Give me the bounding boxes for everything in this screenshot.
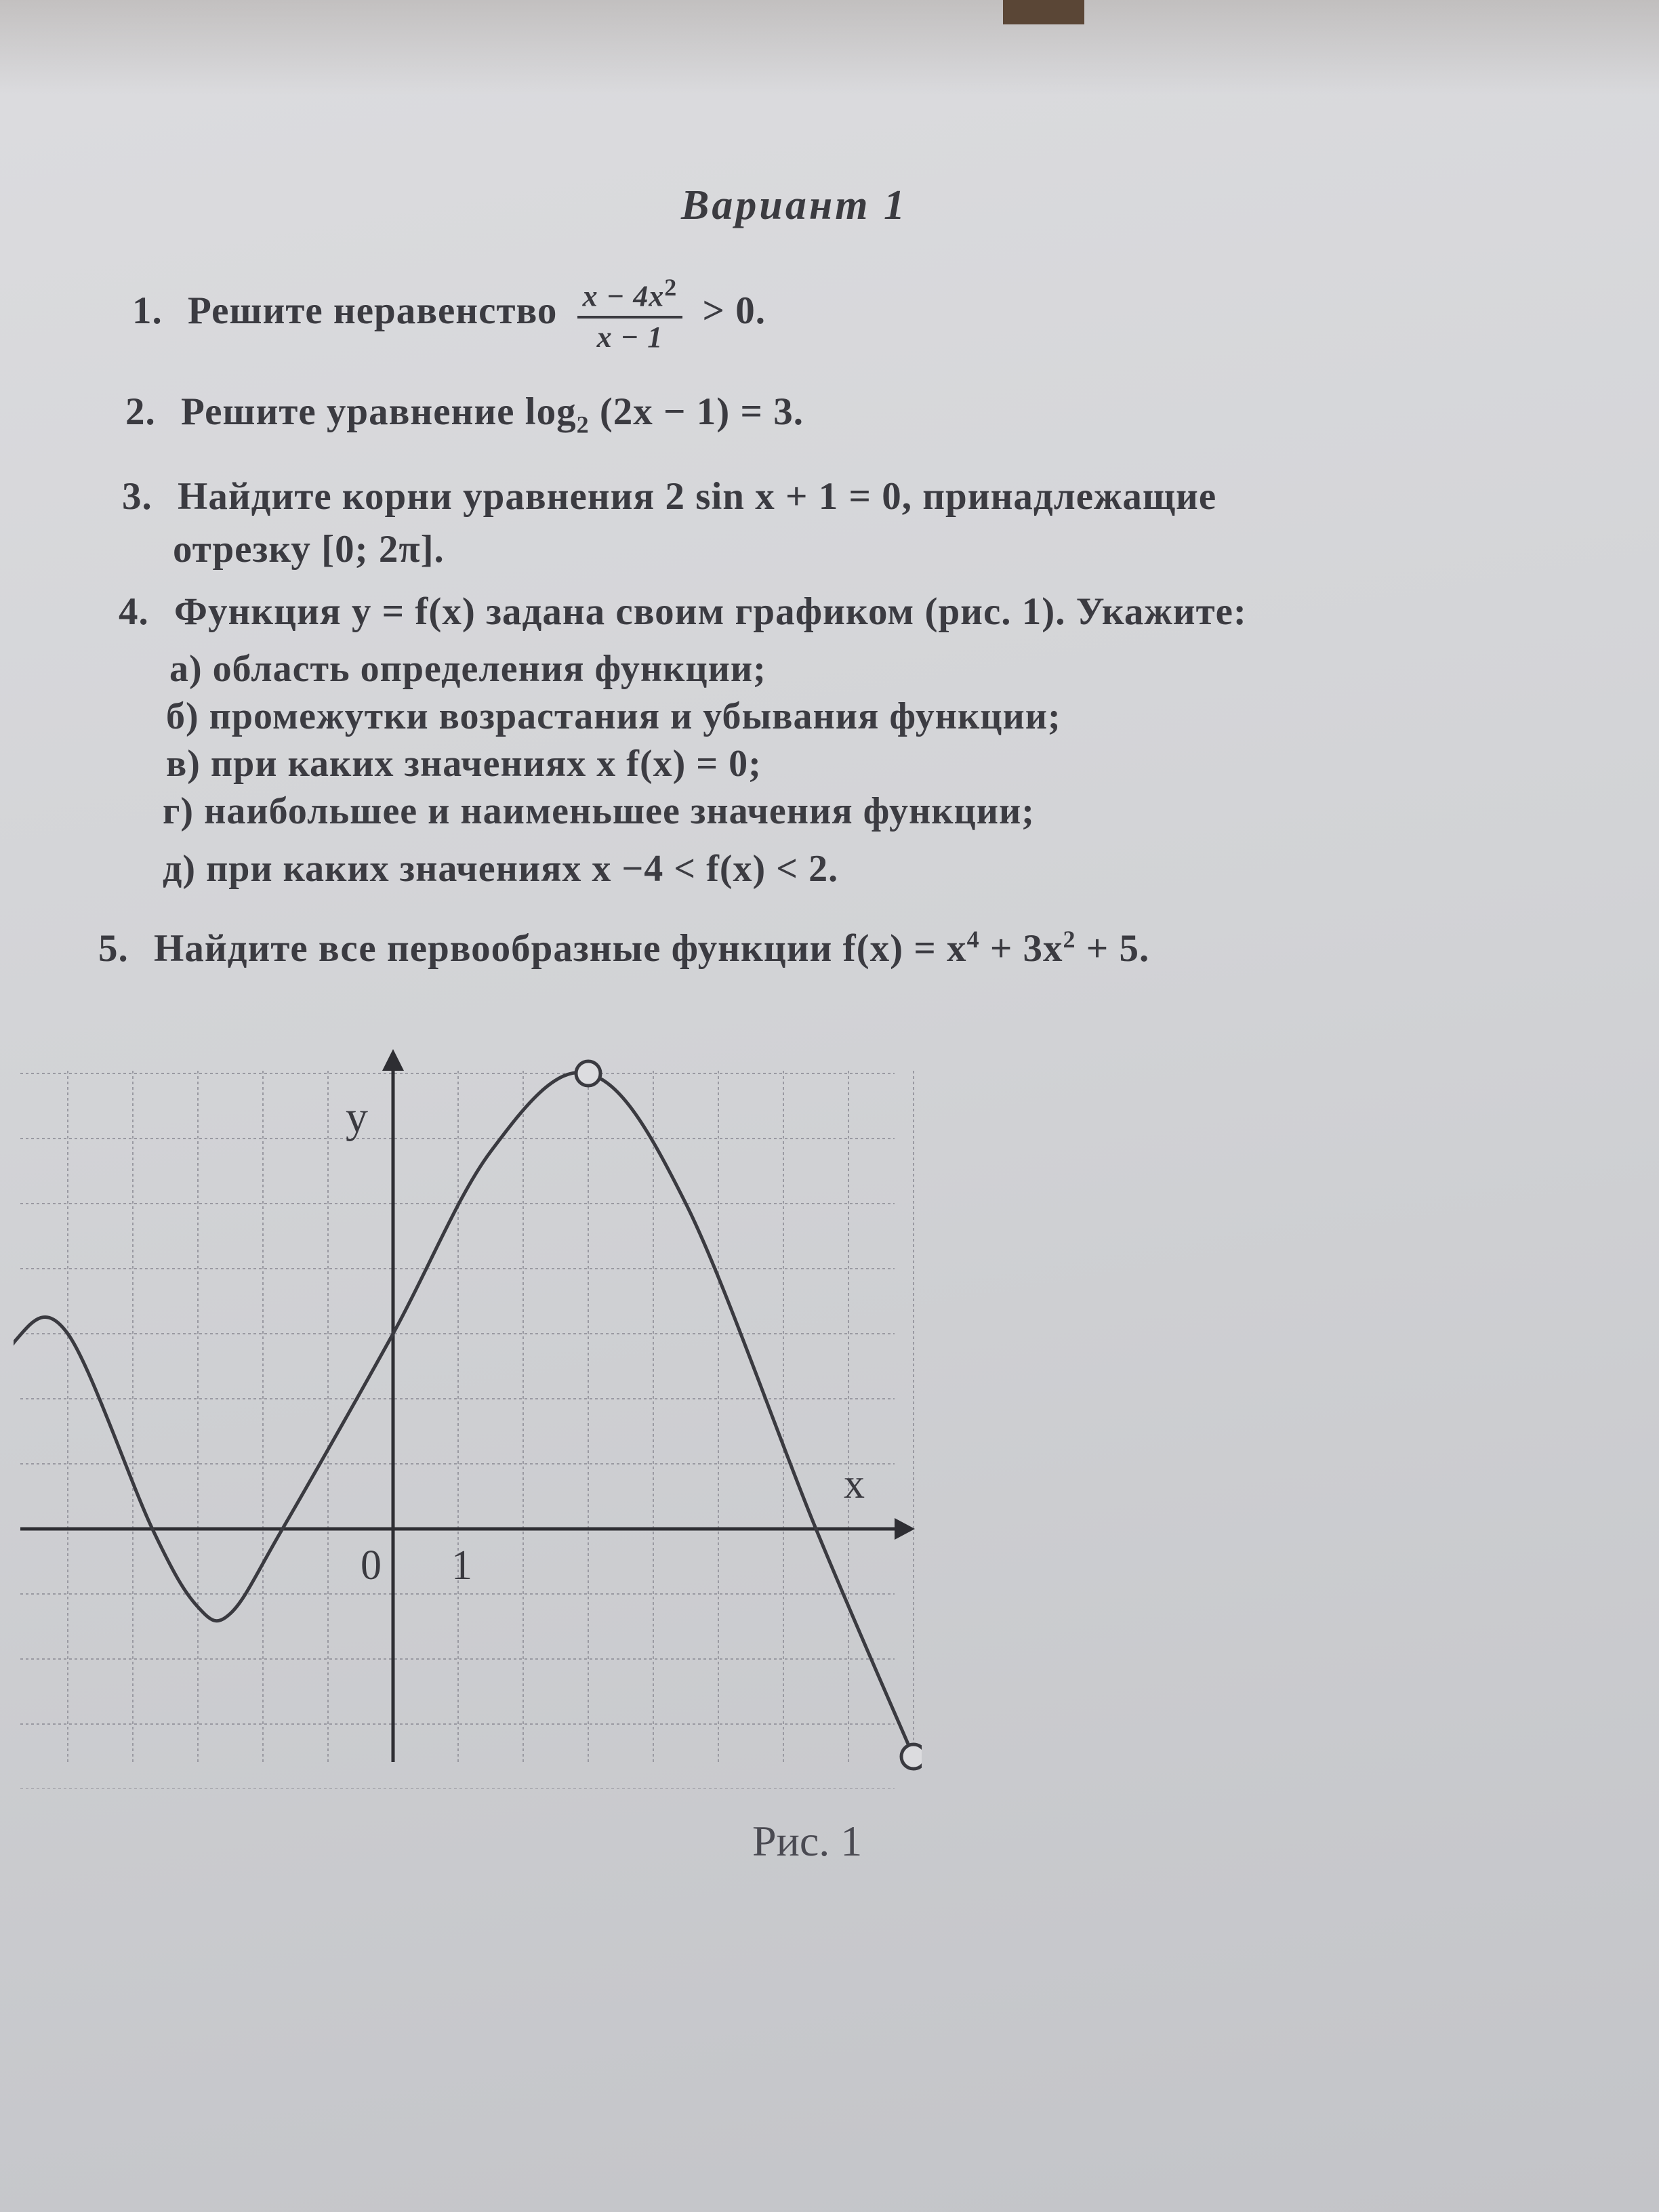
task-number: 4.: [119, 590, 149, 633]
task-4-item: г) наибольшее и наименьшее значения функции;: [163, 790, 1035, 832]
task-text: отрезку [0; 2π].: [173, 528, 445, 571]
grid: [14, 1044, 922, 1789]
y-axis-arrow-icon: [382, 1049, 404, 1071]
task-3: [122, 474, 1216, 518]
fraction-denominator: x − 1: [596, 321, 663, 354]
y-axis-label: y: [346, 1092, 368, 1142]
task-4-item: б) промежутки возрастания и убывания функции;: [166, 695, 1061, 737]
task-4: [119, 590, 1247, 634]
task-2: [125, 390, 804, 438]
axes: [20, 1049, 915, 1762]
fraction: [577, 274, 683, 354]
task-tail: (2x − 1) = 3.: [599, 390, 804, 433]
fraction-numerator: $x - 4x^2$: [577, 274, 683, 319]
task-number: 2.: [125, 390, 156, 433]
task-tail: + 5.: [1086, 927, 1150, 970]
task-5: 5. Найдите все первообразные функции $f(x) = x^4 + 3x^2 + 5$.: [98, 926, 1150, 970]
function-graph: [14, 1044, 922, 1789]
log-base: 2: [576, 411, 590, 438]
task-number: 3.: [122, 475, 152, 518]
unit-label: 1: [451, 1542, 472, 1589]
task-tail: > 0.: [702, 289, 766, 332]
open-endpoints: [576, 1061, 922, 1769]
variant-title: Вариант 1: [681, 182, 907, 228]
task-text: Решите уравнение log: [181, 390, 577, 433]
function-curve: [14, 1072, 914, 1757]
task-3-line-2: [173, 527, 445, 571]
figure-caption: Рис. 1: [752, 1817, 863, 1865]
task-text: Функция y = f(x) задана своим графиком (рис. 1). Укажите:: [174, 590, 1247, 633]
task-4-item: д) при каких значениях x −4 < f(x) < 2.: [163, 848, 839, 890]
x-axis-label: x: [844, 1461, 865, 1507]
task-4-item: а) область определения функции;: [169, 648, 766, 690]
task-number: 1.: [132, 289, 163, 332]
open-point-marker: [576, 1061, 600, 1086]
task-number: 5.: [98, 927, 129, 970]
open-point-marker: [901, 1744, 922, 1769]
task-text: Решите неравенство: [188, 289, 558, 332]
task-text: Найдите все первообразные функции f(x) = x: [154, 927, 967, 970]
task-text: Найдите корни уравнения 2 sin x + 1 = 0, принадлежащие: [178, 475, 1217, 518]
x-axis-arrow-icon: [895, 1518, 915, 1540]
task-4-item: в) при каких значениях x f(x) = 0;: [166, 743, 762, 785]
task-1: [132, 274, 766, 354]
origin-label: 0: [361, 1542, 382, 1589]
